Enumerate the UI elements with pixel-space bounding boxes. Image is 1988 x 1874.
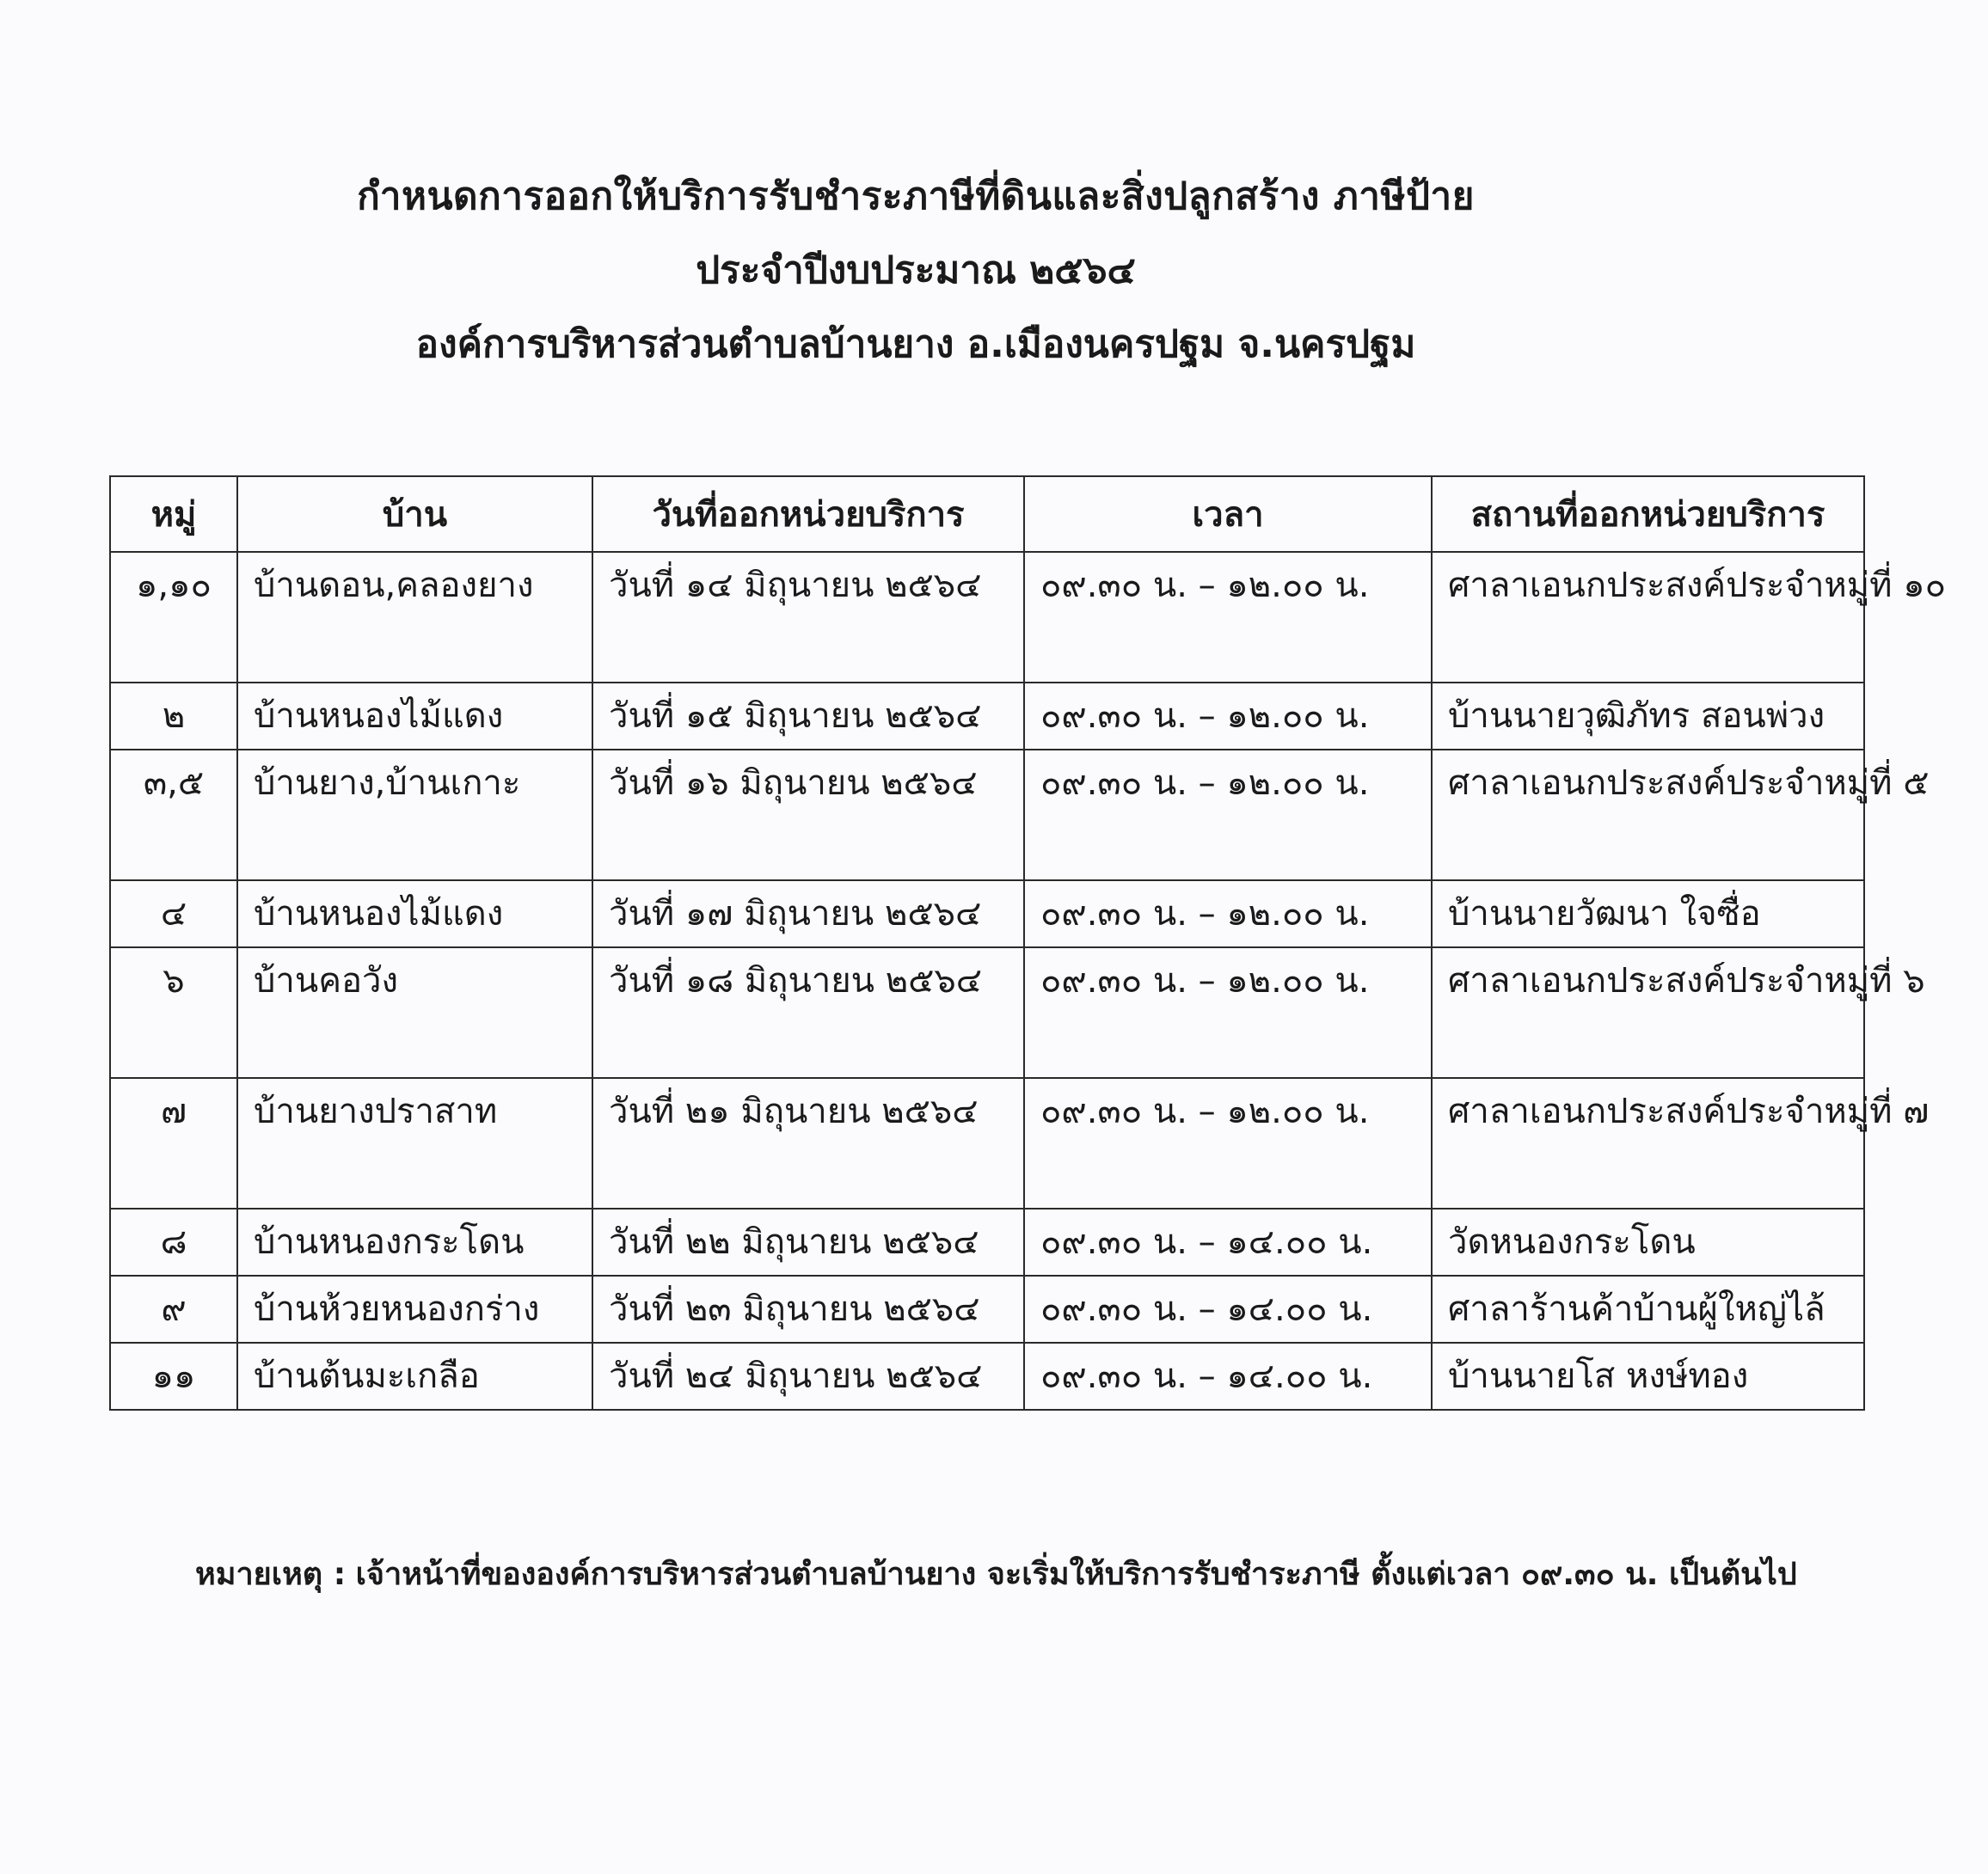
cell-place: ศาลาเอนกประสงค์ประจำหมู่ที่ ๗ (1432, 1078, 1864, 1209)
cell-time: ๐๙.๓๐ น. – ๑๒.๐๐ น. (1024, 947, 1432, 1078)
cell-date: วันที่ ๒๔ มิถุนายน ๒๕๖๔ (592, 1343, 1024, 1410)
table-row (110, 880, 1864, 947)
cell-time: ๐๙.๓๐ น. – ๑๔.๐๐ น. (1024, 1276, 1432, 1343)
cell-date: วันที่ ๒๓ มิถุนายน ๒๕๖๔ (592, 1276, 1024, 1343)
cell-moo: ๙ (110, 1276, 237, 1343)
cell-time: ๐๙.๓๐ น. – ๑๒.๐๐ น. (1024, 683, 1432, 750)
cell-village: บ้านยาง,บ้านเกาะ (237, 750, 592, 880)
cell-time: ๐๙.๓๐ น. – ๑๔.๐๐ น. (1024, 1343, 1432, 1410)
cell-place: ศาลาเอนกประสงค์ประจำหมู่ที่ ๕ (1432, 750, 1864, 880)
cell-place: บ้านนายวัฒนา ใจซื่อ (1432, 880, 1864, 947)
cell-moo: ๔ (110, 880, 237, 947)
cell-date: วันที่ ๑๘ มิถุนายน ๒๕๖๔ (592, 947, 1024, 1078)
cell-date: วันที่ ๑๗ มิถุนายน ๒๕๖๔ (592, 880, 1024, 947)
cell-time: ๐๙.๓๐ น. – ๑๔.๐๐ น. (1024, 1209, 1432, 1276)
cell-moo: ๑,๑๐ (110, 552, 237, 683)
cell-date: วันที่ ๑๕ มิถุนายน ๒๕๖๔ (592, 683, 1024, 750)
table-row (110, 947, 1864, 1078)
table-row (110, 1209, 1864, 1276)
table-row (110, 1276, 1864, 1343)
cell-village: บ้านหนองไม้แดง (237, 683, 592, 750)
cell-place: วัดหนองกระโดน (1432, 1209, 1864, 1276)
cell-place: บ้านนายโส หงษ์ทอง (1432, 1343, 1864, 1410)
cell-date: วันที่ ๑๔ มิถุนายน ๒๕๖๔ (592, 552, 1024, 683)
cell-date: วันที่ ๒๒ มิถุนายน ๒๕๖๔ (592, 1209, 1024, 1276)
table-row (110, 552, 1864, 683)
table-row (110, 750, 1864, 880)
cell-time: ๐๙.๓๐ น. – ๑๒.๐๐ น. (1024, 1078, 1432, 1209)
cell-moo: ๒ (110, 683, 237, 750)
cell-moo: ๑๑ (110, 1343, 237, 1410)
header-place: สถานที่ออกหน่วยบริการ (1432, 476, 1864, 552)
note-text: เจ้าหน้าที่ขององค์การบริหารส่วนตำบลบ้านยาง จะเริ่มให้บริการรับชำระภาษี ตั้งแต่เวลา ๐๙.๓๐ น. เป็นต้นไป (355, 1557, 1797, 1592)
cell-date: วันที่ ๑๖ มิถุนายน ๒๕๖๔ (592, 750, 1024, 880)
title-line-2: ประจำปีงบประมาณ ๒๕๖๔ (696, 248, 1136, 292)
cell-village: บ้านหนองกระโดน (237, 1209, 592, 1276)
title-line-1: กำหนดการออกให้บริการรับชำระภาษีที่ดินและสิ่งปลูกสร้าง ภาษีป้าย (357, 175, 1475, 218)
cell-village: บ้านหนองไม้แดง (237, 880, 592, 947)
footnote (109, 1544, 1881, 1606)
table-row (110, 1343, 1864, 1410)
header-village: บ้าน (237, 476, 592, 552)
cell-date: วันที่ ๒๑ มิถุนายน ๒๕๖๔ (592, 1078, 1024, 1209)
cell-place: ศาลาเอนกประสงค์ประจำหมู่ที่ ๖ (1432, 947, 1864, 1078)
cell-village: บ้านต้นมะเกลือ (237, 1343, 592, 1410)
cell-moo: ๗ (110, 1078, 237, 1209)
table-row (110, 683, 1864, 750)
cell-village: บ้านห้วยหนองกร่าง (237, 1276, 592, 1343)
note-label: หมายเหตุ : (195, 1557, 347, 1592)
table-header-row (110, 476, 1864, 552)
header-date: วันที่ออกหน่วยบริการ (592, 476, 1024, 552)
cell-time: ๐๙.๓๐ น. – ๑๒.๐๐ น. (1024, 552, 1432, 683)
cell-moo: ๓,๕ (110, 750, 237, 880)
cell-time: ๐๙.๓๐ น. – ๑๒.๐๐ น. (1024, 880, 1432, 947)
cell-moo: ๘ (110, 1209, 237, 1276)
table-row (110, 1078, 1864, 1209)
document-title (0, 160, 1832, 382)
cell-time: ๐๙.๓๐ น. – ๑๒.๐๐ น. (1024, 750, 1432, 880)
schedule-table (109, 475, 1947, 1411)
cell-village: บ้านดอน,คลองยาง (237, 552, 592, 683)
cell-moo: ๖ (110, 947, 237, 1078)
cell-place: ศาลาเอนกประสงค์ประจำหมู่ที่ ๑๐ (1432, 552, 1864, 683)
cell-village: บ้านยางปราสาท (237, 1078, 592, 1209)
header-moo: หมู่ (110, 476, 237, 552)
cell-place: บ้านนายวุฒิภัทร สอนพ่วง (1432, 683, 1864, 750)
cell-place: ศาลาร้านค้าบ้านผู้ใหญ่ไล้ (1432, 1276, 1864, 1343)
header-time: เวลา (1024, 476, 1432, 552)
title-line-3: องค์การบริหารส่วนตำบลบ้านยาง อ.เมืองนครปฐม จ.นครปฐม (415, 322, 1416, 366)
cell-village: บ้านคอวัง (237, 947, 592, 1078)
